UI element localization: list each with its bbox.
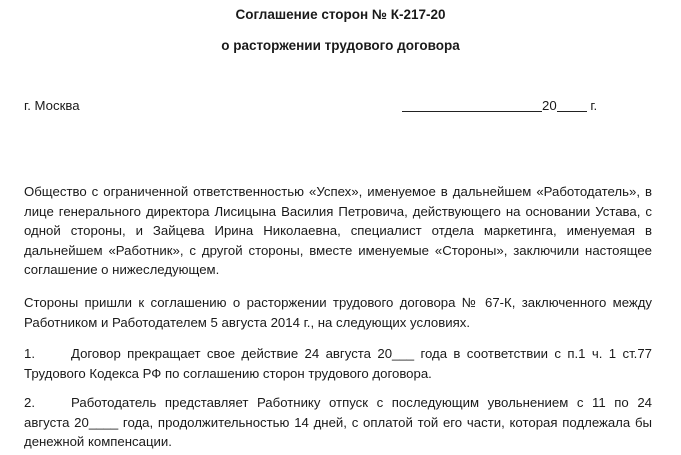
list-item [24, 393, 652, 452]
document-title: Соглашение сторон № К-217-20 [235, 7, 446, 22]
document-subtitle: о расторжении трудового договора [221, 38, 460, 53]
agreement-paragraph: Стороны пришли к соглашению о расторжении трудового договора № 67-К, заключенного между Работником и Работодателем 5 августа 2014 г., на следующих условиях. [24, 295, 652, 330]
date-blank [402, 97, 542, 112]
year-suffix: г. [590, 98, 598, 113]
list-item [24, 344, 652, 383]
item-text: Договор прекращает свое действие 24 августа 20___ года в соответствии с п.1 ч. 1 ст.77 Трудового Кодекса РФ по соглашению сторон трудового договора. [24, 346, 652, 381]
item-number: 2. [24, 395, 35, 410]
year-prefix: 20 [542, 98, 557, 113]
date-line [402, 97, 597, 113]
city-label: г. Москва [24, 98, 80, 113]
item-text: Работодатель представляет Работнику отпуск с последующим увольнением с 11 по 24 августа 20____ года, продолжительностью 14 дней, с оплатой той его части, которая подлежала бы денежной компенсации. [24, 395, 652, 449]
year-blank [557, 97, 587, 112]
item-number: 1. [24, 346, 35, 361]
preamble-paragraph: Общество с ограниченной ответственностью «Успех», именуемое в дальнейшем «Работодатель», в лице генерального директора Лисицына Василия Петровича, действующего на основании Устава, с одной стороны, и Зайцева Ирина Николаевна, специалист отдела маркетинга, именуемая в дальнейшем «Работник», с другой стороны, вместе именуемые «Стороны», заключили настоящее соглашение о нижеследующем. [24, 184, 652, 277]
